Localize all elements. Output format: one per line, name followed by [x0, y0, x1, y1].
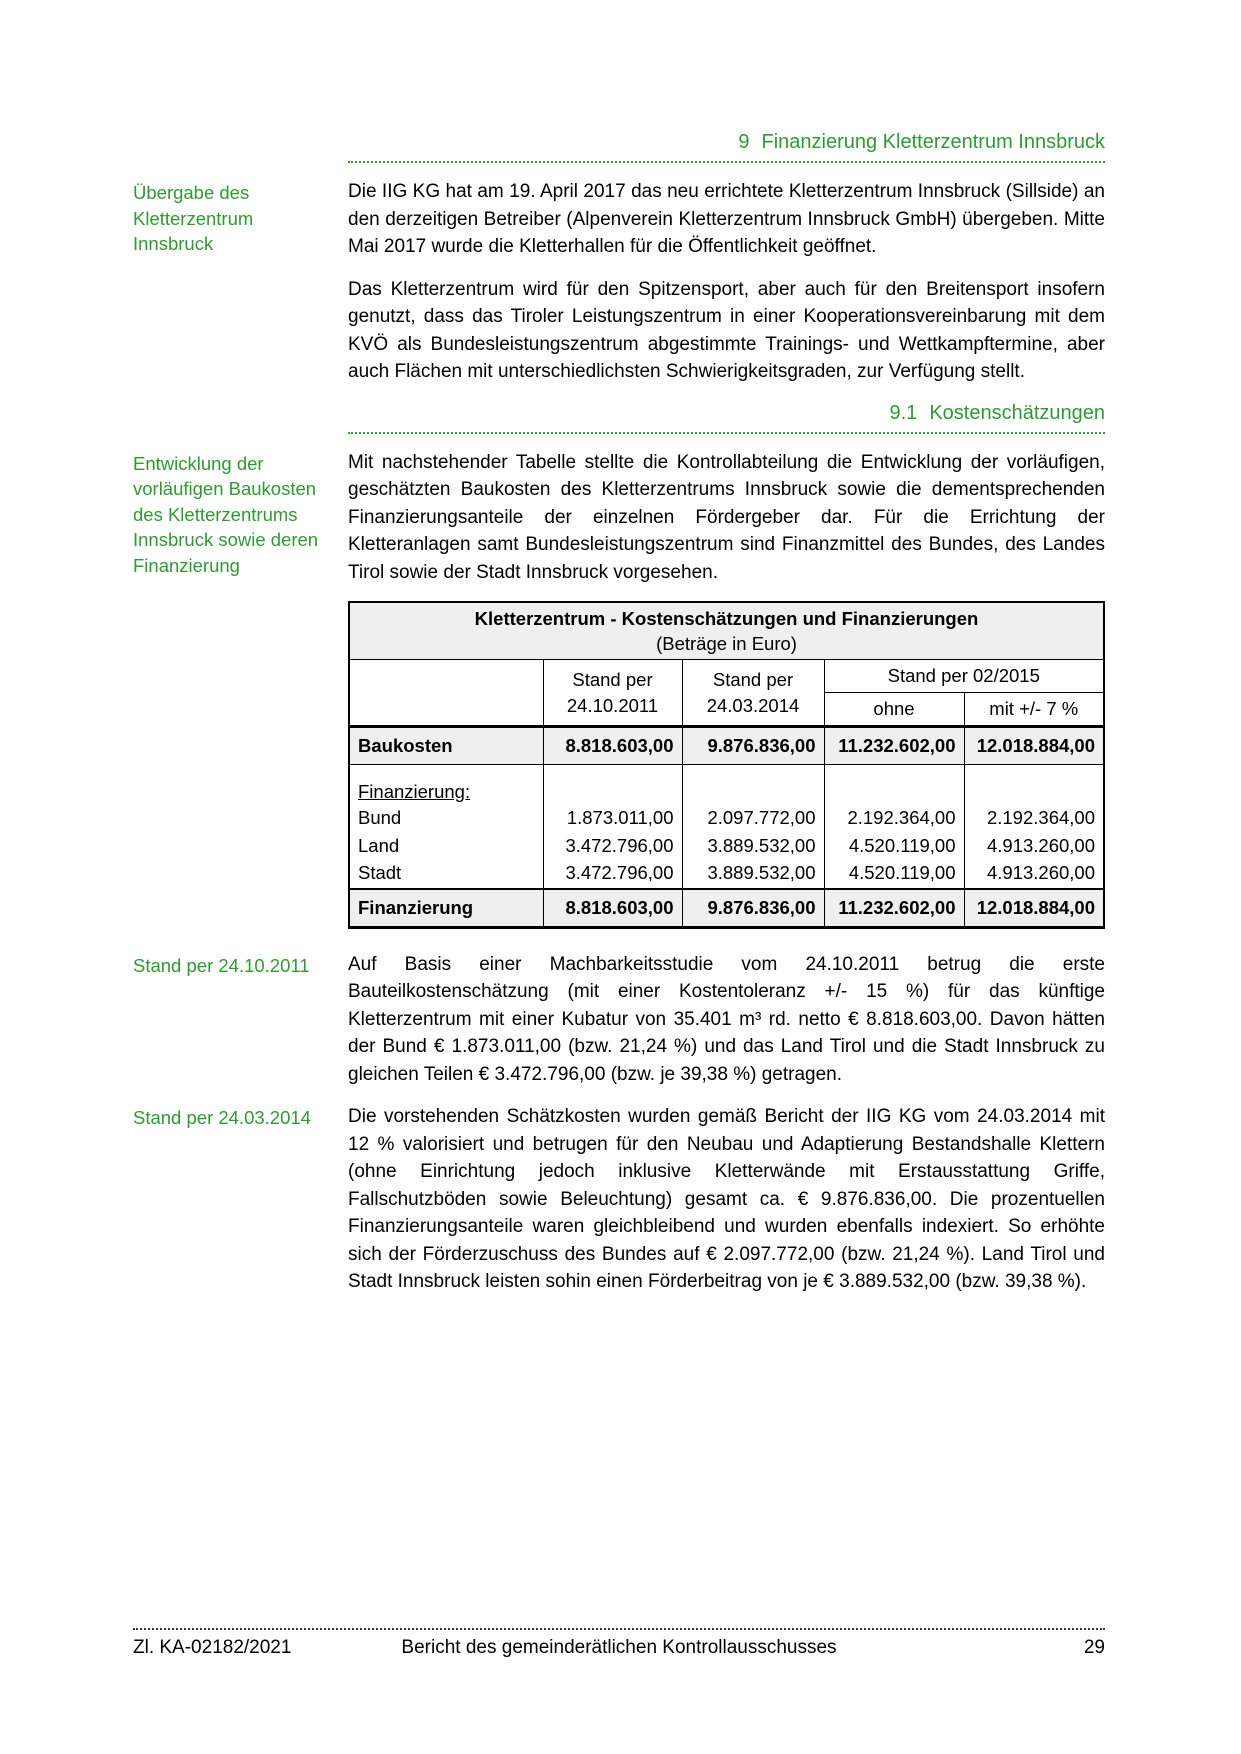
section-number: 9: [738, 131, 750, 153]
paragraph-2: Das Kletterzentrum wird für den Spitzensport, aber auch für den Breitensport insofern genutzt, dass das Tiroler Leistungszentrum in einer Kooperationsvereinbarung mit dem KVÖ als Bundesleistungszentrum abgestimmte Trainings- und Wettkampftermine, aber auch Flächen mit unterschiedlichsten Schwierigkeitsgraden, zur Verfügung stellt.: [348, 278, 1105, 382]
value-cell: 3.889.532,00: [682, 860, 824, 889]
row-label: Finanzierung: [349, 889, 543, 928]
value-cell: 3.472.796,00: [543, 833, 682, 861]
section-heading-9-1-text: [348, 401, 1105, 432]
value-cell: 11.232.602,00: [824, 727, 964, 765]
section-heading-9: [348, 130, 1105, 163]
header-line: 24.03.2014: [706, 694, 800, 716]
section-title: Finanzierung Kletterzentrum Innsbruck: [761, 131, 1105, 153]
value-cell: 3.889.532,00: [682, 833, 824, 861]
section-heading-9-text: [348, 130, 1105, 161]
finanzierung-label: Finanzierung:: [358, 781, 471, 802]
section-title: Kostenschätzungen: [929, 401, 1105, 424]
row-stadt: [349, 860, 1104, 889]
section-number: 9.1: [889, 401, 918, 424]
value-cell: 12.018.884,00: [964, 889, 1104, 928]
value-cell: 3.472.796,00: [543, 860, 682, 889]
table-header-row-1: [349, 660, 1104, 693]
value-cell: [824, 765, 964, 806]
table-title-cell: [349, 602, 1104, 660]
paragraph-4: Auf Basis einer Machbarkeitsstudie vom 24.10.2011 betrug die erste Bauteilkostenschätzung (mit einer Kostentoleranz +/- 15 %) für das künftige Kletterzentrum mit einer Kubatur von 35.401 m³ rd. netto € 8.818.603,00. Davon hätten der Bund € 1.873.011,00 (bzw. 21,24 %) und das Land Tirol und die Stadt Innsbruck zu gleichen Teilen € 3.472.796,00 (bzw. je 39,38 %) getragen.: [348, 953, 1105, 1085]
value-cell: 4.913.260,00: [964, 860, 1104, 889]
row-land: [349, 833, 1104, 861]
page-content: [133, 130, 1105, 1311]
section-row: [133, 449, 1105, 587]
section-heading-9-1: [348, 401, 1105, 434]
section-row: [133, 276, 1105, 386]
row-label: Land: [349, 833, 543, 861]
header-line: Stand per: [712, 668, 794, 690]
cost-table: [348, 601, 1105, 929]
margin-note-entwicklung: Entwicklung der vorläufigen Baukosten des Kletterzentrums Innsbruck sowie deren Finanzierung: [133, 452, 319, 576]
page-footer: [133, 1628, 1105, 1659]
value-cell: 2.097.772,00: [682, 805, 824, 833]
header-stand-2011: [543, 660, 682, 727]
row-baukosten: [349, 727, 1104, 765]
value-cell: 4.520.119,00: [824, 833, 964, 861]
value-cell: 4.520.119,00: [824, 860, 964, 889]
section-row: [133, 951, 1105, 1089]
footer-report-title: Bericht des gemeinderätlichen Kontrollausschusses: [401, 1637, 837, 1658]
value-cell: 8.818.603,00: [543, 727, 682, 765]
paragraph-3: Mit nachstehender Tabelle stellte die Kontrollabteilung die Entwicklung der vorläufigen, geschätzten Baukosten des Kletterzentrums Innsbruck sowie die dementsprechenden Finanzierungsanteile der einzelnen Fördergeber dar. Für die Errichtung der Kletteranlagen samt Bundesleistungszentrum sind Finanzmittel des Bundes, des Landes Tirol sowie der Stadt Innsbruck vorgesehen.: [348, 451, 1105, 583]
value-cell: 8.818.603,00: [543, 889, 682, 928]
row-label: Bund: [349, 805, 543, 833]
paragraph-1: Die IIG KG hat am 19. April 2017 das neu errichtete Kletterzentrum Innsbruck (Sillside) an den derzeitigen Betreiber (Alpenverein Kletterzentrum Innsbruck GmbH) übergeben. Mitte Mai 2017 wurde die Kletterhallen für die Öffentlichkeit geöffnet.: [348, 181, 1105, 257]
row-finanzierung-label: [349, 765, 1104, 806]
value-cell: 4.913.260,00: [964, 833, 1104, 861]
margin-note-stand-2014: Stand per 24.03.2014: [133, 1107, 311, 1128]
header-line: 24.10.2011: [566, 694, 659, 716]
value-cell: 2.192.364,00: [824, 805, 964, 833]
row-label: Stadt: [349, 860, 543, 889]
value-cell: [964, 765, 1104, 806]
row-bund: [349, 805, 1104, 833]
table-title-row: [349, 602, 1104, 660]
value-cell: 1.873.011,00: [543, 805, 682, 833]
heading-dotted-rule: [348, 161, 1105, 163]
header-line: Stand per: [572, 668, 653, 690]
header-ohne: ohne: [824, 693, 964, 727]
row-label: Baukosten: [349, 727, 543, 765]
cost-table-wrapper: [348, 601, 1105, 929]
paragraph-5: Die vorstehenden Schätzkosten wurden gemäß Bericht der IIG KG vom 24.03.2014 mit 12 % valorisiert und betrugen für den Neubau und Adaptierung Bestandshalle Klettern (ohne Einrichtung jedoch inklusive Kletterwände mit Erstausstattung Griffe, Fallschutzböden sowie Beleuchtung) gesamt ca. € 9.876.836,00. Die prozentuellen Finanzierungsanteile waren gleichbleibend und wurden ebenfalls indexiert. So erhöhte sich der Förderzuschuss des Bundes auf € 2.097.772,00 (bzw. 21,24 %). Land Tirol und Stadt Innsbruck leisten sohin einen Förderbeitrag von je € 3.889.532,00 (bzw. 39,38 %).: [348, 1106, 1105, 1292]
table-subtitle: (Beträge in Euro): [656, 633, 797, 654]
header-stand-2014: [682, 660, 824, 727]
margin-note-stand-2011: Stand per 24.10.2011: [133, 954, 310, 976]
section-row: [133, 1103, 1105, 1296]
value-cell: 11.232.602,00: [824, 889, 964, 928]
value-cell: 2.192.364,00: [964, 805, 1104, 833]
value-cell: [682, 765, 824, 806]
margin-note-empty: [133, 276, 348, 386]
row-finanzierung-total: [349, 889, 1104, 928]
row-label: [349, 765, 543, 806]
header-mit: mit +/- 7 %: [964, 693, 1104, 727]
header-stand-2015-group: Stand per 02/2015: [824, 660, 1104, 693]
table-title: Kletterzentrum - Kostenschätzungen und Finanzierungen: [474, 608, 979, 629]
value-cell: 12.018.884,00: [964, 727, 1104, 765]
heading-dotted-rule: [348, 432, 1105, 434]
section-row: [133, 178, 1105, 261]
value-cell: 9.876.836,00: [682, 889, 824, 928]
value-cell: 9.876.836,00: [682, 727, 824, 765]
header-empty-cell: [349, 660, 543, 727]
footer-page-number: 29: [1083, 1637, 1105, 1658]
footer-document-number: Zl. KA-02182/2021: [133, 1637, 292, 1658]
margin-note-uebergabe: Übergabe des Kletterzentrum Innsbruck: [133, 182, 254, 254]
value-cell: [543, 765, 682, 806]
